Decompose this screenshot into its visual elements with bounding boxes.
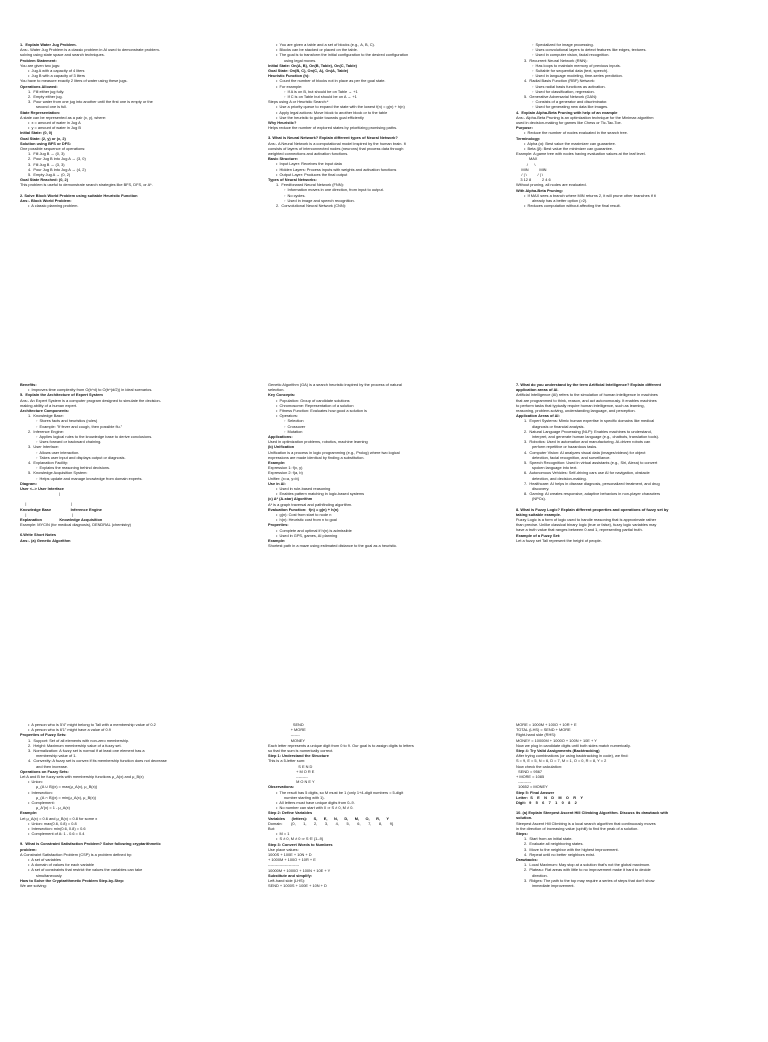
text-line: Step 2: Define Variables — [268, 810, 313, 816]
text-line: + MORE — [268, 727, 306, 733]
text-line: • y = amount of water in Jug B — [28, 125, 81, 131]
text-line: After trying combinations (or using backtracking in code), we find: — [516, 753, 629, 759]
text-line: selection. — [268, 387, 285, 393]
text-line: • Improves time complexity from O(b^d) to O(b^(d/2)) in ideal scenarios. — [28, 387, 153, 393]
text-line: Diagram: — [20, 480, 37, 486]
text-line: ◦ Allows user interaction. — [36, 449, 80, 455]
text-line: How to Solve the Cryptarithmetic Problem Step-by-Step: — [20, 877, 125, 883]
text-line: • Beta (β): Best value the minimizer can guarantee. — [524, 146, 614, 152]
text-line: 2. Convolutional Neural Network (CNN): — [276, 203, 347, 209]
text-line: A state can be represented as a pair (x, y), where: — [20, 114, 107, 120]
text-line: • A set of variables — [28, 857, 61, 863]
text-line: • Intersection: — [28, 789, 53, 795]
text-line: • No number can start with 0 ⇒ S ≠ 0, M ≠ 0. — [276, 805, 354, 811]
text-line: 1000S + 100E + 10N + D — [268, 852, 312, 858]
text-line: • Chromosome: Representation of a solution — [276, 402, 354, 408]
text-line: • Use the heuristic to guide towards goal efficiently — [276, 114, 364, 120]
text-line: used in decision-making for games like Chess or Tic-Tac-Toe. — [516, 120, 622, 126]
text-line: 9. What is Constraint Satisfaction Problem? Solve following cryptarithmetic — [20, 841, 161, 847]
text-line: Key Concepts: — [268, 392, 296, 398]
text-line: Expression 2: f(a, b) — [268, 470, 303, 476]
text-line: detection, facial recognition, and surveillance. — [532, 454, 611, 460]
text-line: This is a 5-letter sum: — [268, 758, 306, 764]
text-line: With Alpha-Beta Pruning: — [516, 187, 563, 193]
text-line: • Jug A with a capacity of 4 liters — [28, 68, 85, 74]
text-line: 5. Knowledge Acquisition System: — [28, 470, 88, 476]
text-line: MAX — [516, 156, 538, 162]
text-line: 4. Radial Basis Function (RBF) Network: — [524, 78, 595, 84]
text-line: 2. Solve Block World Problem using suitable Heuristic Function — [20, 192, 138, 198]
text-line: consists of layers of interconnected nodes (neurons) that process data through — [268, 145, 404, 151]
text-line: • M = 1 — [276, 831, 290, 837]
text-line: 3. What is Neural Network? Explain different types of Neural Network? — [268, 135, 398, 141]
text-line: Example: — [20, 810, 38, 816]
text-line: Goal State Reached: (0, 2) — [20, 177, 68, 183]
text-line: • A set of constraints that restrict the values the variables can take — [28, 867, 143, 873]
text-line: (NPCs). — [532, 496, 546, 502]
text-line: second one is full. — [36, 104, 68, 110]
text-line: Digit: 9 5 6 7 1 0 8 2 — [516, 800, 577, 806]
text-line: SEND = 9567 — [516, 768, 543, 774]
text-line: ◦ Has loops to maintain memory of previous inputs. — [532, 62, 621, 68]
text-line: expressions are made identical by finding a substitution. — [268, 454, 365, 460]
panel-solution-hill-climbing — [516, 722, 748, 1042]
text-line: Each letter represents a unique digit from 0 to 9. Our goal is to assign digits to letters — [268, 742, 414, 748]
text-line: MONEY — [268, 737, 305, 743]
text-line: ◦ If C is on Table but should be on A → +1 — [284, 94, 357, 100]
text-line: Steepest Ascent Hill Climbing is a local search algorithm that continuously moves — [516, 820, 656, 826]
text-line: Steps using A or Heuristic Search:* — [268, 99, 329, 105]
text-line: Without pruning, all nodes are evaluated. — [516, 182, 587, 188]
text-line: 1. Fill either jug fully. — [28, 88, 65, 94]
text-line: to perform tasks that typically require human intelligence, such as learning, — [516, 402, 645, 408]
text-line: Helps reduce the number of explored states by prioritizing promising paths. — [268, 125, 398, 131]
text-line: + M O R E — [268, 768, 315, 774]
text-line: • Use a priority queue to expand the state with the lowest f(n) = g(n) + h(n) — [276, 104, 405, 110]
text-line: 2. Plateau: Flat areas with little to no improvement make it hard to decide — [524, 867, 651, 873]
text-line: A Constraint Satisfaction Problem (CSP) is a problem defined by: — [20, 851, 133, 857]
text-line: 10. (a) Explain Steepest Ascent Hill Climbing Algorithm. Discuss its drawback with — [516, 810, 669, 816]
text-line: solving using state space and search techniques. — [20, 52, 105, 58]
text-line: immediate improvement. — [532, 883, 575, 889]
text-line: 2. Evaluate all neighboring states. — [524, 841, 584, 847]
panel-short-notes — [268, 382, 500, 702]
text-line: Expression 1: f(x, y) — [268, 465, 303, 471]
text-line: 3 12 8 2 4 6 — [516, 177, 551, 183]
text-line: 7. Healthcare: AI helps in disease diagnosis, personalized treatment, and drug — [524, 480, 660, 486]
text-line: Basic Structure: — [268, 156, 299, 162]
text-line: Unifier: {x=a, y=b} — [268, 475, 299, 481]
text-line: Knowledge Base Inference Engine — [20, 506, 102, 512]
panel-ai-applications-fuzzy — [516, 382, 748, 702]
text-line: ◦ No cycles. — [284, 192, 306, 198]
text-line: in the direction of increasing value (uphill) to find the peak of a solution. — [516, 825, 639, 831]
text-line: • Complement of A: 1 - 0.6 = 0.4 — [28, 831, 85, 837]
text-line: MORE = 1000M + 100O + 10R + E — [516, 722, 577, 727]
text-line: 6. Autonomous Vehicles: Self-driving cars use AI for navigation, obstacle — [524, 470, 650, 476]
text-line: Example: MYCIN (for medical diagnosis), DENDRAL (chemistry) — [20, 522, 131, 528]
text-line: Domain: {0, 1, 2, 3, 4, 5, 6, 7, 8, 9} — [268, 820, 394, 826]
text-line: Why Heuristic? — [268, 120, 297, 126]
text-line: • Union: — [28, 779, 43, 785]
text-line: | | — [20, 501, 72, 507]
text-line: so that the sum is numerically correct. — [268, 748, 334, 754]
text-line: --------- — [268, 774, 308, 780]
text-line: number starting with 1). — [284, 794, 325, 800]
text-line: Step 5: Final Answer — [516, 789, 555, 795]
text-line: 1. Fill Jug B → (0, 3) — [28, 151, 65, 157]
text-line: | | — [20, 511, 73, 517]
text-line: Let A and B be fuzzy sets with membership functions μ_A(x) and μ_B(x) — [20, 774, 144, 780]
text-line: 1. Expert Systems: Mimic human expertise in specific domains like medical — [524, 418, 655, 424]
text-line: ◦ Used in image and speech recognition. — [284, 197, 355, 203]
text-line: Ans:- Block World Problem: — [20, 197, 72, 203]
text-line: • The result has 5 digits, so M must be 1 (only 1+4-digit numbers = 5-digit — [276, 789, 404, 795]
text-line: reasoning, problem-solving, understanding language, and perception. — [516, 408, 636, 414]
text-line: simultaneously — [36, 872, 62, 878]
text-line: S E N D — [268, 763, 313, 769]
text-line: already has a better option (>2). — [532, 198, 588, 204]
text-line: We are solving: — [20, 883, 47, 889]
panel-fuzzy-properties-csp — [20, 722, 252, 1042]
text-line: perform repetitive or hazardous tasks. — [532, 444, 598, 450]
text-line: Initial State: On(A, B), On(B, Table), On(C, Table) — [268, 62, 357, 68]
text-line: • Complement: — [28, 800, 55, 806]
text-line: • Union: max(0.6, 0.8) = 0.8 — [28, 820, 77, 826]
text-line: • x = amount of water in Jug A — [28, 120, 81, 126]
text-line: S = 9, E = 5, N = 6, D = 7, M = 1, O = 0, R = 8, Y = 2 — [516, 758, 607, 764]
text-line: • Output Layer: Produces the final output — [276, 171, 348, 177]
text-line: ◦ Takes user input and displays output or diagnosis. — [36, 454, 126, 460]
text-line: • For example: — [276, 83, 303, 89]
text-line: 3. Ridges: The path to the top may require a series of steps that don't show — [524, 877, 655, 883]
text-line: 3. Fill Jug B → (3, 3) — [28, 161, 65, 167]
text-line: Architecture Components: — [20, 408, 70, 414]
text-line: Now check the calculation: — [516, 763, 563, 769]
text-line: Step 4: Try Valid Assignments (Backtracking) — [516, 748, 600, 754]
text-line: 2. Natural Language Processing (NLP): Enables machines to understand, — [524, 428, 652, 434]
text-line: • Blocks can be stacked or placed on the table. — [276, 47, 358, 53]
text-line: MIN MIN — [516, 166, 547, 172]
text-line: ◦ Stores facts and heuristics (rules) — [36, 418, 98, 424]
text-line: Let μ_A(x) = 0.6 and μ_B(x) = 0.8 for some x — [20, 815, 98, 821]
text-line: State Representation: — [20, 109, 61, 115]
panel-block-world — [268, 42, 500, 362]
panel-water-jug — [20, 42, 252, 362]
text-line: 3. Pour water from one jug into another until the first one is empty or the — [28, 99, 153, 105]
text-line: Fuzzy Logic is a form of logic used to handle reasoning that is approximate rather — [516, 517, 657, 523]
text-line: • Used in rule-based reasoning — [276, 486, 331, 492]
text-line: Goal State: (2, y) or (x, 2) — [20, 135, 66, 141]
text-line: • Intersection: min(0.6, 0.8) = 0.6 — [28, 826, 86, 832]
text-line: Applications: — [268, 434, 293, 440]
text-line: Steps: — [516, 831, 528, 837]
text-line: ◦ Used in language modeling, time-series prediction. — [532, 73, 623, 79]
text-line: • Population: Group of candidate solutions — [276, 397, 350, 403]
text-line: 1. Feedforward Neural Network (FNN): — [276, 182, 344, 188]
text-line: User <--> User Interface — [20, 486, 64, 492]
text-line: Left-hand side (LHS): — [268, 878, 305, 884]
text-line: • Jug B with a capacity of 3 liters — [28, 73, 85, 79]
text-line: ◦ Suitable for sequential data (text, speech). — [532, 68, 609, 74]
panel-neural-types-alpha-beta — [516, 42, 748, 362]
text-line: • A domain of values for each variable — [28, 862, 95, 868]
text-line: 5. Speech Recognition: Used in virtual assistants (e.g., Siri, Alexa) to convert — [524, 460, 658, 466]
text-line: discovery. — [532, 486, 550, 492]
text-line: ◦ Example: "If fever and cough, then possible flu." — [36, 423, 123, 429]
text-line: • A classic planning problem. — [28, 203, 79, 209]
text-line: μ_A'(x) = 1 - μ_A(x) — [36, 805, 70, 811]
text-line: detection, and decision-making. — [532, 475, 587, 481]
text-line: Ans:- (a) Genetic Algorithm — [20, 537, 71, 543]
text-line: making ability of a human expert. — [20, 402, 78, 408]
text-line: Letter: S E N D M O R Y — [516, 794, 583, 800]
text-line: ◦ Applies logical rules to the knowledge base to derive conclusions. — [36, 434, 153, 440]
text-line: ◦ Specialized for image processing. — [532, 42, 594, 47]
text-line: ◦ Information moves in one direction, from input to output. — [284, 187, 384, 193]
text-line: ------- — [268, 732, 300, 738]
text-line: ◦ Uses convolutional layers to detect features like edges, textures. — [532, 47, 647, 53]
text-line: 3. User Interface: — [28, 444, 59, 450]
text-line: Heuristic Function (h): — [268, 73, 310, 79]
text-line: Variables (letters): S, E, N, D, M, O, R, Y — [268, 815, 390, 821]
text-line: and then increase. — [36, 763, 69, 769]
text-line: ------------------------ — [268, 862, 300, 868]
text-line: This problem is useful to demonstrate search strategies like BFS, DFS, or A*. — [20, 182, 153, 188]
text-line: / \ — [516, 161, 536, 167]
text-line: Now we plug in candidate digits until both sides match numerically. — [516, 742, 631, 748]
text-line: that are programmed to think, reason, and act autonomously. It enables machines — [516, 397, 657, 403]
text-line: • Count the number of blocks not in place as per the goal state. — [276, 78, 386, 84]
text-line: taking suitable example. — [516, 511, 561, 517]
text-line: spoken language into text. — [532, 465, 578, 471]
text-line: Solution using BFS or DFS: — [20, 140, 72, 146]
text-line: SEND + 1000S + 100E + 10N + D — [268, 883, 327, 889]
text-line: You are given two jugs: — [20, 62, 61, 68]
text-line: M O N E Y — [268, 779, 315, 785]
text-line: 1. Explain Water Jug Problem. — [20, 42, 77, 47]
panel-cryptarithmetic — [268, 722, 500, 1042]
text-line: Operations on Fuzzy Sets: — [20, 768, 69, 774]
text-line: • Reduce the number of nodes evaluated in the search tree. — [524, 130, 628, 136]
text-line: 3. Robotics: Used in automation and manufacturing. AI-driven robots can — [524, 439, 651, 445]
text-line: ◦ Uses forward or backward chaining. — [36, 439, 102, 445]
text-line: weighted connections and activation functions. — [268, 151, 349, 157]
text-line: 2. Pour Jug B into Jug A → (3, 0) — [28, 156, 86, 162]
text-line: • Fitness Function: Evaluates how good a solution is — [276, 408, 367, 414]
text-line: + 1000M + 100O + 10R + E — [268, 857, 316, 863]
text-line: Right-hand side (RHS): — [516, 732, 557, 738]
text-line: 3. Recurrent Neural Network (RNN): — [524, 57, 588, 63]
text-line: diagnosis or financial analysis. — [532, 423, 585, 429]
text-line: ◦ Used for generating new data like images. — [532, 104, 609, 110]
text-line: problem: — [20, 846, 37, 852]
text-line: Application Areas of AI: — [516, 413, 560, 419]
text-line: MONEY = 10000M + 1000O + 100N + 10E + Y — [516, 737, 597, 743]
text-line: ◦ Uses radial basis functions as activation. — [532, 83, 606, 89]
text-line: • Complete and optimal if h(n) is admissible — [276, 527, 352, 533]
text-line: 5. Explain the Architecture of Expert System — [20, 392, 103, 398]
text-line: • Alpha (α): Best value the maximizer can guarantee. — [524, 140, 616, 146]
text-line: • Enables pattern matching in logic-based systems — [276, 491, 365, 497]
text-line: ◦ Selection — [284, 418, 304, 424]
text-line: • h(n): Heuristic cost from n to goal — [276, 517, 337, 523]
text-line: 4. Repeat until no better neighbors exist. — [524, 851, 595, 857]
text-line: • g(n): Cost from start to node n — [276, 512, 332, 518]
panel-expert-system — [20, 382, 252, 702]
text-line: ---------- — [516, 779, 532, 785]
text-line: 4. Explanation Facility: — [28, 460, 69, 466]
text-line: (b) Unification — [268, 444, 295, 450]
text-line: ◦ Consists of a generator and discriminator. — [532, 99, 608, 105]
text-line: 2. Inference Engine: — [28, 428, 64, 434]
text-line: Ans:- Alpha-Beta Pruning is an optimization technique for the Minimax algorithm — [516, 114, 654, 120]
text-line: • Input Layer: Receives the input data — [276, 161, 342, 167]
text-line: Observations: — [268, 784, 295, 790]
text-line: SEND — [268, 722, 304, 727]
text-line: membership value of 1. — [36, 753, 77, 759]
text-line: 4. Pour Jug B into Jug A → (4, 2) — [28, 166, 86, 172]
text-line: Initial State: (0, 0) — [20, 130, 53, 136]
text-line: 5. Empty Jug A → (0, 2) — [28, 172, 71, 178]
text-line: solution. — [516, 815, 533, 821]
text-line: Explanation Knowledge Acquisition — [20, 517, 103, 523]
text-line: TOTAL (LHS) = SEND + MORE — [516, 727, 571, 733]
text-line: ◦ Crossover — [284, 423, 306, 429]
text-line: Substitute and simplify: — [268, 872, 313, 878]
text-line: 6.Write Short Notes — [20, 532, 57, 538]
text-line: Use place values: — [268, 846, 299, 852]
text-line: 7. What do you understand by the term Artificial Intelligence? Explain different — [516, 382, 661, 387]
text-line: Goal State: On(B, C), On(C, A), On(A, Table) — [268, 68, 349, 74]
text-line: application areas of AI. — [516, 387, 559, 393]
text-line: have a truth value that ranges between 0 and 1, representing partial truth. — [516, 527, 643, 533]
text-line: 1. Start from an initial state. — [524, 836, 573, 842]
text-line: Problem Statement: — [20, 57, 57, 63]
text-line: • A person who is 5'4" might belong to Tall with a membership value of 0.2 — [28, 722, 156, 727]
text-line: Operations Allowed: — [20, 83, 58, 89]
text-line: 10652 = MONEY — [516, 784, 548, 790]
text-line: Evaluation Function: f(n) = g(n) + h(n) — [268, 506, 339, 512]
text-line: 1. Local Maximum: May stop at a solution that's not the global maximum. — [524, 862, 651, 868]
text-line: • Apply legal actions: Move block to another block or to the table — [276, 109, 388, 115]
text-line: Shortest path in a maze using estimated distance to the goal as a heuristic. — [268, 543, 398, 549]
text-line: Example: — [268, 460, 286, 466]
text-line: 4. Computer Vision: AI analyzes visual data (images/videos) for object — [524, 449, 646, 455]
text-line: μ_(A ∩ B)(x) = min(μ_A(x), μ_B(x)) — [36, 794, 96, 800]
text-line: You have to measure exactly 2 liters of water using these jugs. — [20, 78, 128, 84]
text-line: But: — [268, 826, 275, 832]
text-line: interpret, and generate human language (e.g., chatbots, translation tools). — [532, 434, 659, 440]
text-line: ◦ Used in computer vision, facial recognition. — [532, 52, 610, 58]
text-line: Let a fuzzy set Tall represent the height of people. — [516, 537, 602, 543]
text-line: • Used in GPS, games, AI planning — [276, 532, 338, 538]
text-line: • Operators: — [276, 413, 298, 419]
text-line: ◦ If A is on B, but should be on Table → +1 — [284, 88, 358, 94]
text-line: • All letters must have unique digits from 0–9. — [276, 800, 355, 806]
text-line: Ans:- A Neural Network is a computational model inspired by the human brain. It — [268, 140, 406, 146]
text-line: • Reduces computation without affecting the final result. — [524, 203, 621, 209]
text-line: Used in optimization problems, robotics, machine learning — [268, 439, 368, 445]
text-line: Genetic Algorithm (GA) is a search heuristic inspired by the process of natural — [268, 382, 402, 387]
text-line: (c) A* (A-star) Algorithm — [268, 496, 313, 502]
text-line: • Hidden Layers: Process inputs with weights and activation functions — [276, 166, 397, 172]
text-line: Unification is a process in logic programming (e.g., Prolog) where two logical — [268, 449, 400, 455]
text-line: Terminology: — [516, 135, 541, 141]
text-line: 10000M + 1000O + 100N + 10E + Y — [268, 867, 331, 873]
text-line: 1. Support: Set of all elements with non-zero membership. — [28, 737, 130, 743]
text-line: Example: — [268, 538, 286, 544]
text-line: 3. Normalization: A fuzzy set is normal if at least one element has a — [28, 748, 145, 754]
text-line: 8. Gaming: AI creates responsive, adaptive behaviors in non-player characters — [524, 491, 661, 497]
text-line: 4. Explain Alpha-Beta Pruning with help of an example — [516, 109, 618, 115]
text-line: Types of Neural Networks: — [268, 177, 317, 183]
text-line: • A person who is 6'1" might have a value of 0.9 — [28, 727, 111, 733]
text-line: | — [20, 491, 60, 497]
text-line: • If MAX sees a branch where MIN returns 2, it will prune other branches if it — [524, 192, 656, 198]
text-line: Benefits: — [20, 382, 37, 387]
text-line: Example: A game tree with nodes having evaluation values at the leaf level. — [516, 151, 646, 157]
text-line: ◦ Mutation — [284, 428, 303, 434]
text-line: A* is a graph traversal and pathfinding algorithm. — [268, 501, 353, 507]
text-line: Step 1: Understand the Structure — [268, 753, 329, 759]
text-line: Properties of Fuzzy Sets: — [20, 732, 67, 738]
text-line: Step 3: Convert Words to Numbers — [268, 841, 333, 847]
text-line: ◦ Helps update and manage knowledge from domain experts. — [36, 475, 143, 481]
text-line: 2. Height: Maximum membership value of a fuzzy set. — [28, 742, 122, 748]
text-line: 8. What is Fuzzy Logic? Explain different properties and operations of fuzzy set by — [516, 506, 669, 512]
text-line: • The goal is to transform the initial configuration to the desired configuration — [276, 52, 409, 58]
text-line: Artificial Intelligence (AI) refers to the simulation of human intelligence in machines — [516, 392, 658, 398]
text-line: 1. Knowledge Base: — [28, 413, 64, 419]
text-line: Purpose: — [516, 125, 533, 131]
text-line: than precise. Unlike classical binary logic (true or false), fuzzy logic variables may — [516, 522, 657, 528]
text-line: ◦ Explains the reasoning behind decisions. — [36, 465, 111, 471]
text-line: / | \ / | \ — [516, 172, 543, 178]
text-line: 4. Convexity: A fuzzy set is convex if its membership function does not decrease — [28, 758, 167, 764]
text-line: Drawbacks: — [516, 857, 538, 863]
text-line: + MORE = 1085 — [516, 774, 545, 780]
text-line: ◦ Used for classification, regression. — [532, 88, 595, 94]
text-line: 3. Move to the neighbor with the highest improvement. — [524, 846, 619, 852]
text-line: 2. Empty either jug. — [28, 94, 63, 100]
text-line: 5. Generative Adversarial Network (GAN): — [524, 94, 598, 100]
text-line: Ans:- An Expert System is a computer program designed to simulate the decision- — [20, 397, 161, 403]
text-line: One possible sequence of operations: — [20, 146, 86, 152]
text-line: using legal moves. — [284, 57, 317, 63]
text-line: Example of a Fuzzy Set: — [516, 532, 561, 538]
text-line: Properties: — [268, 522, 289, 528]
text-line: • You are given a table and a set of blocks (e.g., A, B, C). — [276, 42, 375, 47]
text-line: μ_(A ∪ B)(x) = max(μ_A(x), μ_B(x)) — [36, 784, 98, 790]
text-line: direction. — [532, 872, 548, 878]
text-line: • S ≠ 0, M ≠ 0 ⇒ S ∈ {1–9} — [276, 836, 324, 842]
text-line: Ans:- Water Jug Problem is a classic problem in AI used to demonstrate problem- — [20, 47, 160, 53]
text-line: Use in AI: — [268, 480, 286, 486]
